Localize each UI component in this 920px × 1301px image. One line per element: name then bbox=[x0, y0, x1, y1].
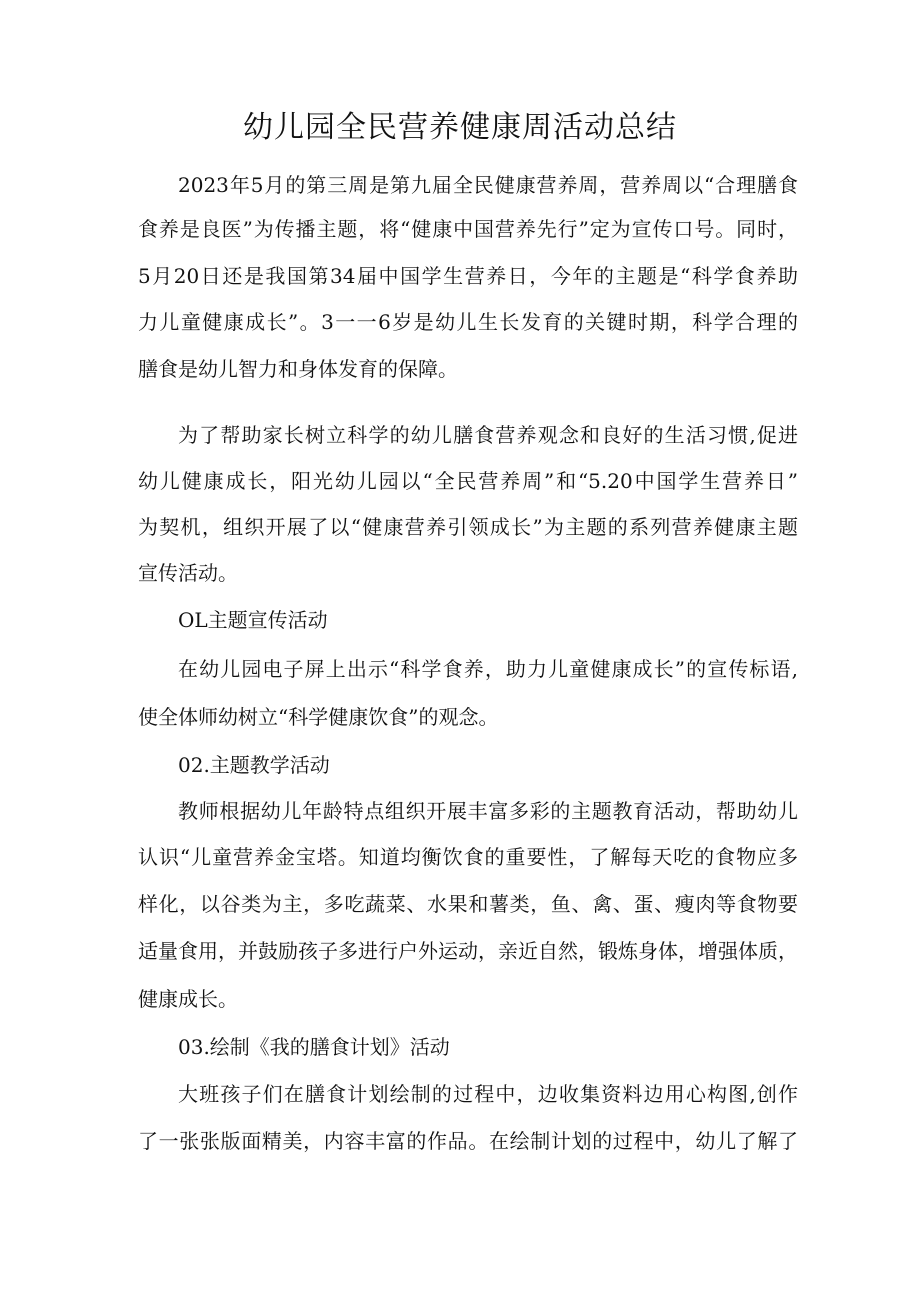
section-heading-3: 03.绘制《我的膳食计划》活动 bbox=[178, 1035, 450, 1059]
section-heading-1: OL主题宣传活动 bbox=[178, 608, 328, 632]
paragraph-3-line-1: 在幼儿园电子屏上出示“科学食养，助力儿童健康成长”的宣传标语, bbox=[178, 657, 798, 681]
paragraph-1-line-4: 力儿童健康成长”。3一一6岁是幼儿生长发育的关键时期，科学合理的 bbox=[138, 310, 798, 334]
paragraph-4-line-3: 样化，以谷类为主，多吃蔬菜、水果和薯类，鱼、禽、蛋、瘦肉等食物要 bbox=[138, 892, 798, 916]
paragraph-4-line-2: 认识“儿童营养金宝塔。知道均衡饮食的重要性，了解每天吃的食物应多 bbox=[138, 845, 798, 869]
paragraph-2-line-1: 为了帮助家长树立科学的幼儿膳食营养观念和良好的生活习惯,促进 bbox=[178, 423, 798, 447]
paragraph-1-line-2: 食养是良医”为传播主题，将“健康中国营养先行”定为宣传口号。同时， bbox=[138, 217, 798, 241]
section-heading-2: 02.主题教学活动 bbox=[178, 753, 330, 777]
paragraph-3-line-2: 使全体师幼树立“科学健康饮食”的观念。 bbox=[138, 705, 499, 729]
paragraph-1-line-3: 5月20日还是我国第34届中国学生营养日，今年的主题是“科学食养助 bbox=[138, 264, 798, 288]
paragraph-4-line-5: 健康成长。 bbox=[138, 987, 238, 1011]
paragraph-4-line-1: 教师根据幼儿年龄特点组织开展丰富多彩的主题教育活动，帮助幼儿 bbox=[178, 799, 798, 823]
paragraph-1-line-5: 膳食是幼儿智力和身体发育的保障。 bbox=[138, 357, 458, 381]
document-title: 幼儿园全民营养健康周活动总结 bbox=[243, 110, 677, 145]
paragraph-5-line-1: 大班孩子们在膳食计划绘制的过程中，边收集资料边用心构图,创作 bbox=[178, 1082, 798, 1106]
paragraph-1-line-1: 2023年5月的第三周是第九届全民健康营养周，营养周以“合理膳食 bbox=[178, 173, 798, 197]
paragraph-5-line-2: 了一张张版面精美，内容丰富的作品。在绘制计划的过程中，幼儿了解了 bbox=[138, 1129, 798, 1153]
paragraph-2-line-3: 为契机，组织开展了以“健康营养引领成长”为主题的系列营养健康主题 bbox=[138, 515, 798, 539]
paragraph-2-line-4: 宣传活动。 bbox=[138, 561, 238, 585]
paragraph-2-line-2: 幼儿健康成长，阳光幼儿园以“全民营养周”和“5.20中国学生营养日” bbox=[138, 469, 798, 493]
paragraph-4-line-4: 适量食用，并鼓励孩子多进行户外运动，亲近自然，锻炼身体，增强体质， bbox=[138, 939, 798, 963]
